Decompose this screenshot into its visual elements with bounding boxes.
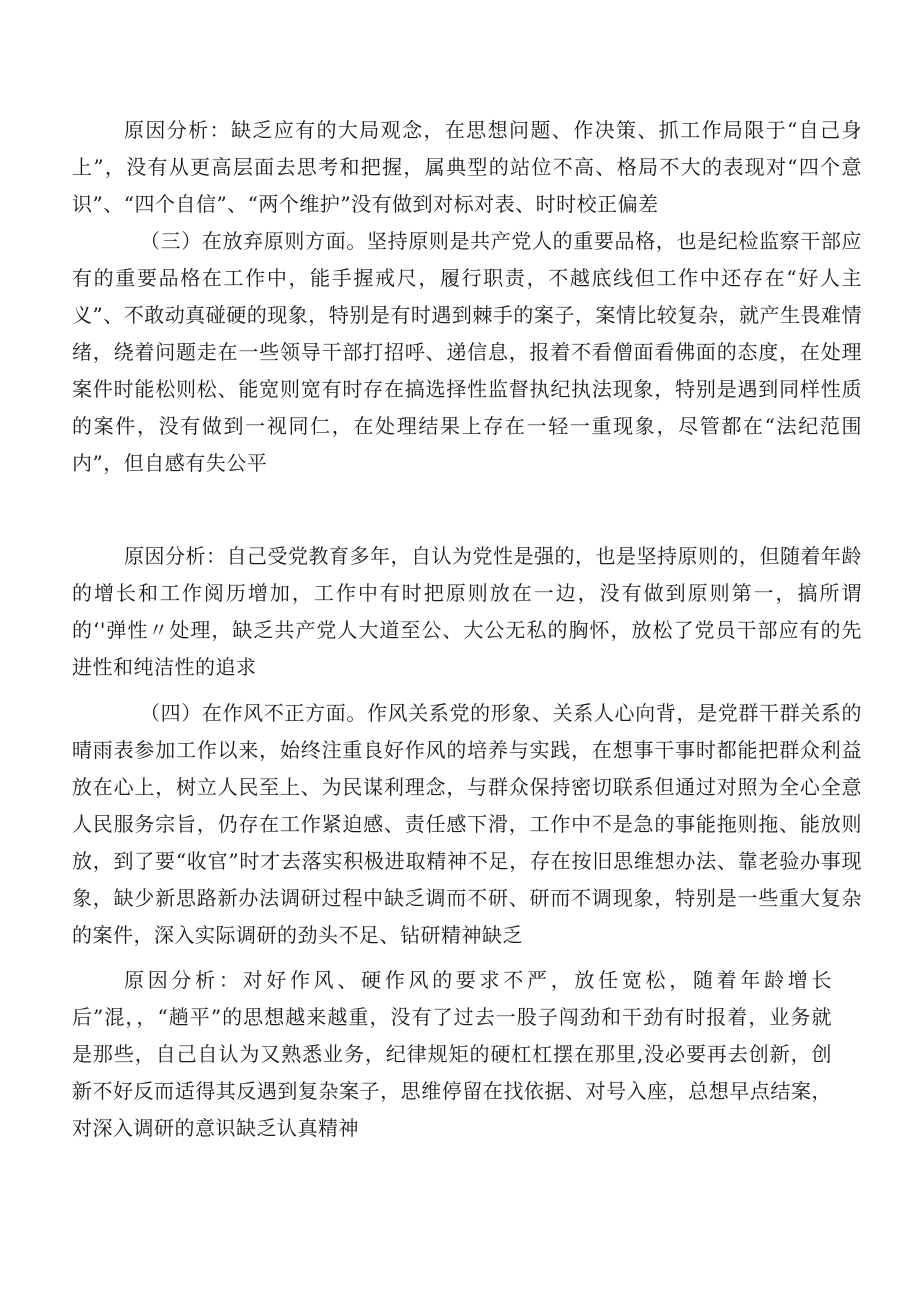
paragraph-cause-analysis-3: 原因分析：对好作风、硬作风的要求不严，放任宽松，随着年龄增长后”混，，“趟平”的思想越来越重，没有了过去一股子闯劲和干劲有时报着，业务就是那些，自己自认为又熟悉业务，纪律规矩的硬杠杠摆在那里,没必要再去创新，创新不好反而适得其反遇到复杂案子，思维停留在找依据、对号入座，总想早点结案，对深入调研的意识缺乏认真精神 [72,968,832,1140]
paragraph-section-four: （四）在作风不正方面。作风关系党的形象、关系人心向背，是党群干群关系的晴雨表参加工作以来，始终注重良好作风的培养与实践，在想事干事时都能把群众利益放在心上，树立人民至上、为民谋利理念，与群众保持密切联系但通过对照为全心全意人民服务宗旨，仍存在工作紧迫感、责任感下滑，工作中不是急的事能拖则拖、能放则放，到了要“收官”时才去落实积极进取精神不足，存在按旧思维想办法、靠老验办事现象，缺少新思路新办法调研过程中缺乏调而不研、研而不调现象，特别是一些重大复杂的案件，深入实际调研的劲头不足、钻研精神缺乏 [72,701,862,947]
paragraph-cause-analysis-2: 原因分析：自己受党教育多年，自认为党性是强的，也是坚持原则的，但随着年龄的增长和工作阅历增加，工作中有时把原则放在一边，没有做到原则第一，搞所谓的‘'弹性〃处理，缺乏共产党人大道至公、大公无私的胸怀，放松了党员干部应有的先进性和纯洁性的追求 [72,544,862,679]
paragraph-section-three: （三）在放弃原则方面。坚持原则是共产党人的重要品格，也是纪检监察干部应有的重要品格在工作中，能手握戒尺，履行职责，不越底线但工作中还存在“好人主义”、不敢动真碰硬的现象，特别是有时遇到棘手的案子，案情比较复杂，就产生畏难情绪，绕着问题走在一些领导干部打招呼、递信息，报着不看僧面看佛面的态度，在处理案件时能松则松、能宽则宽有时存在搞选择性监督执纪执法现象，特别是遇到同样性质的案件，没有做到一视同仁，在处理结果上存在一轻一重现象，尽管都在“法纪范围内”，但自感有失公平 [72,229,862,475]
paragraph-cause-analysis-1: 原因分析：缺乏应有的大局观念，在思想问题、作决策、抓工作局限于“自己身上”，没有从更高层面去思考和把握，属典型的站位不高、格局不大的表现对“四个意识”、“四个自信”、“两个维护”没有做到对标对表、时时校正偏差 [72,118,862,216]
